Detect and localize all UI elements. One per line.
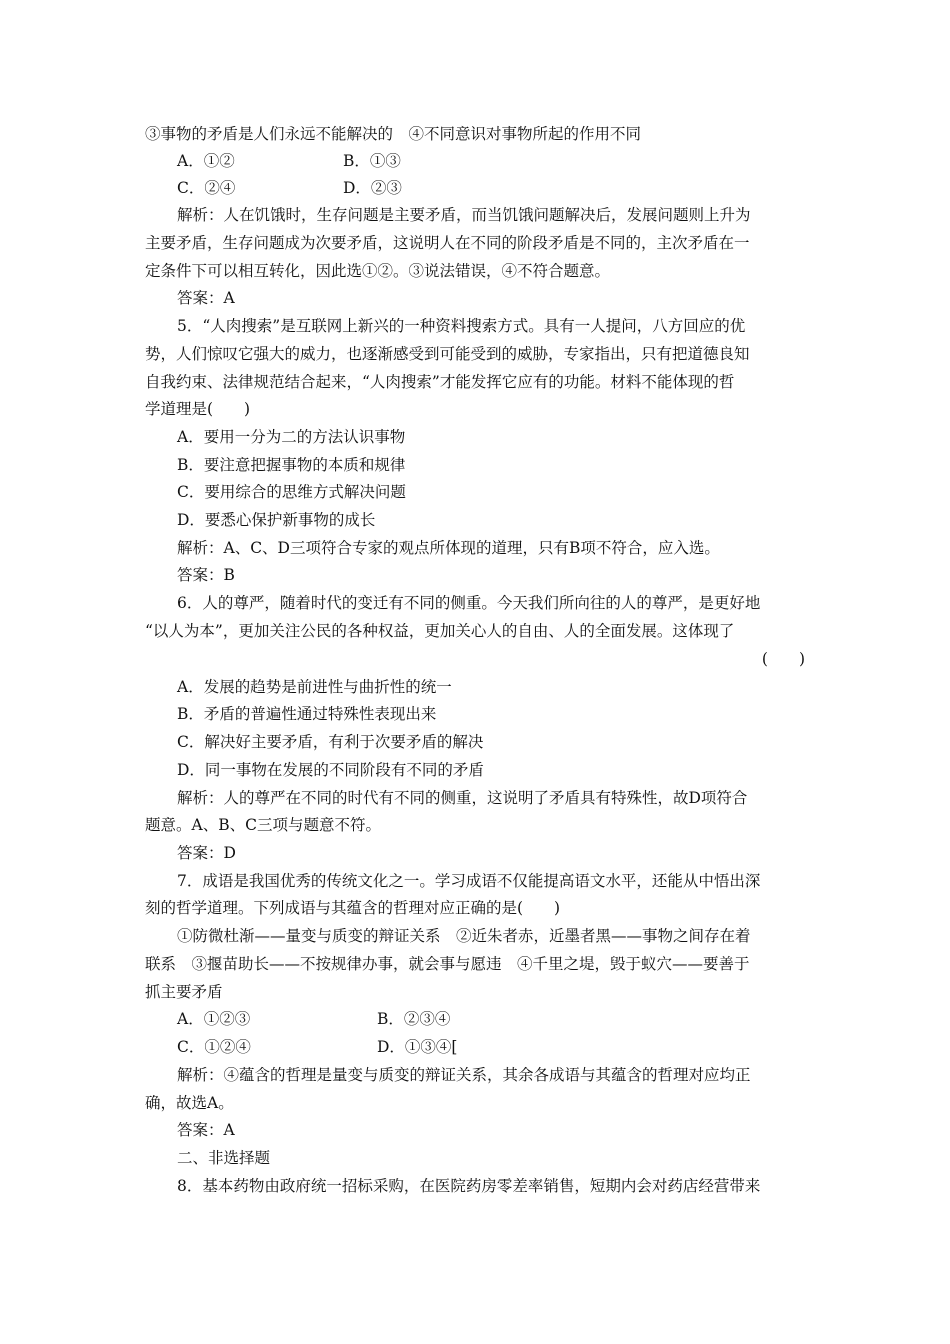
q6-answer-blank: ( ) — [761, 650, 805, 668]
q5-stem-line: 5．“人肉搜索”是互联网上新兴的一种资料搜索方式。具有一人提问，八方回应的优 — [177, 317, 746, 335]
q6-analysis-line: 解析：人的尊严在不同的时代有不同的侧重，这说明了矛盾具有特殊性，故D项符合 — [177, 789, 748, 807]
q5-analysis: 解析：A、C、D三项符合专家的观点所体现的道理，只有B项不符合，应入选。 — [177, 539, 720, 557]
q7-option-d: D．①③④[ — [377, 1038, 458, 1056]
q4-option-a: A．①② — [177, 152, 235, 170]
q5-stem-line: 自我约束、法律规范结合起来，“人肉搜索”才能发挥它应有的功能。材料不能体现的哲 — [145, 373, 735, 391]
q5-stem-line: 势，人们惊叹它强大的威力，也逐渐感受到可能受到的威胁，专家指出，只有把道德良知 — [145, 345, 750, 363]
q7-option-b: B．②③④ — [377, 1010, 451, 1028]
q6-option-d: D．同一事物在发展的不同阶段有不同的矛盾 — [177, 761, 484, 779]
q6-answer: 答案：D — [177, 844, 236, 862]
q6-analysis-line: 题意。A、B、C三项与题意不符。 — [145, 816, 381, 834]
q7-option-a: A．①②③ — [177, 1010, 251, 1028]
q7-analysis-line: 确，故选A。 — [145, 1094, 234, 1112]
q7-analysis-line: 解析：④蕴含的哲理是量变与质变的辩证关系，其余各成语与其蕴含的哲理对应均正 — [177, 1066, 751, 1084]
q4-option-b: B．①③ — [343, 152, 401, 170]
q7-stem-line: 刻的哲学道理。下列成语与其蕴含的哲理对应正确的是( ) — [145, 899, 561, 917]
q4-options-row-2 — [177, 178, 847, 198]
q6-stem-line: “以人为本”，更加关注公民的各种权益，更加关心人的自由、人的全面发展。这体现了 — [145, 622, 735, 640]
q5-option-b: B．要注意把握事物的本质和规律 — [177, 456, 406, 474]
q7-answer: 答案：A — [177, 1121, 235, 1139]
q6-stem-line: 6．人的尊严，随着时代的变迁有不同的侧重。今天我们所向往的人的尊严，是更好地 — [177, 594, 761, 612]
q4-options-row-1 — [177, 151, 847, 171]
q7-options-row-1 — [177, 1009, 847, 1029]
section-title: 二、非选择题 — [177, 1149, 271, 1167]
q6-option-c: C．解决好主要矛盾，有利于次要矛盾的解决 — [177, 733, 484, 751]
q4-analysis-line: 解析：人在饥饿时，生存问题是主要矛盾，而当饥饿问题解决后，发展问题则上升为 — [177, 206, 751, 224]
q4-stem-line: ③事物的矛盾是人们永远不能解决的 ④不同意识对事物所起的作用不同 — [145, 125, 642, 143]
q7-stem-line: 7．成语是我国优秀的传统文化之一。学习成语不仅能提高语文水平，还能从中悟出深 — [177, 872, 761, 890]
q7-items-line: 联系 ③揠苗助长——不按规律办事，就会事与愿违 ④千里之堤，毁于蚁穴——要善于 — [145, 955, 750, 973]
q4-option-c: C．②④ — [177, 179, 236, 197]
q5-option-c: C．要用综合的思维方式解决问题 — [177, 483, 406, 501]
q6-option-a: A．发展的趋势是前进性与曲折性的统一 — [177, 678, 452, 696]
q7-options-row-2 — [177, 1037, 847, 1057]
q7-items-line: ①防微杜渐——量变与质变的辩证关系 ②近朱者赤，近墨者黑——事物之间存在着 — [177, 927, 751, 945]
q7-items-line: 抓主要矛盾 — [145, 983, 223, 1001]
q8-stem-line: 8．基本药物由政府统一招标采购，在医院药房零差率销售，短期内会对药店经营带来 — [177, 1177, 761, 1195]
q4-option-d: D．②③ — [343, 179, 402, 197]
q4-analysis-line: 定条件下可以相互转化，因此选①②。③说法错误，④不符合题意。 — [145, 262, 611, 280]
q4-analysis-line: 主要矛盾，生存问题成为次要矛盾，这说明人在不同的阶段矛盾是不同的，主次矛盾在一 — [145, 234, 750, 252]
q5-stem-line: 学道理是( ) — [145, 400, 251, 418]
q4-answer: 答案：A — [177, 289, 235, 307]
q5-option-d: D．要悉心保护新事物的成长 — [177, 511, 376, 529]
q7-option-c: C．①②④ — [177, 1038, 251, 1056]
q5-option-a: A．要用一分为二的方法认识事物 — [177, 428, 406, 446]
q6-option-b: B．矛盾的普遍性通过特殊性表现出来 — [177, 705, 437, 723]
q5-answer: 答案：B — [177, 566, 235, 584]
